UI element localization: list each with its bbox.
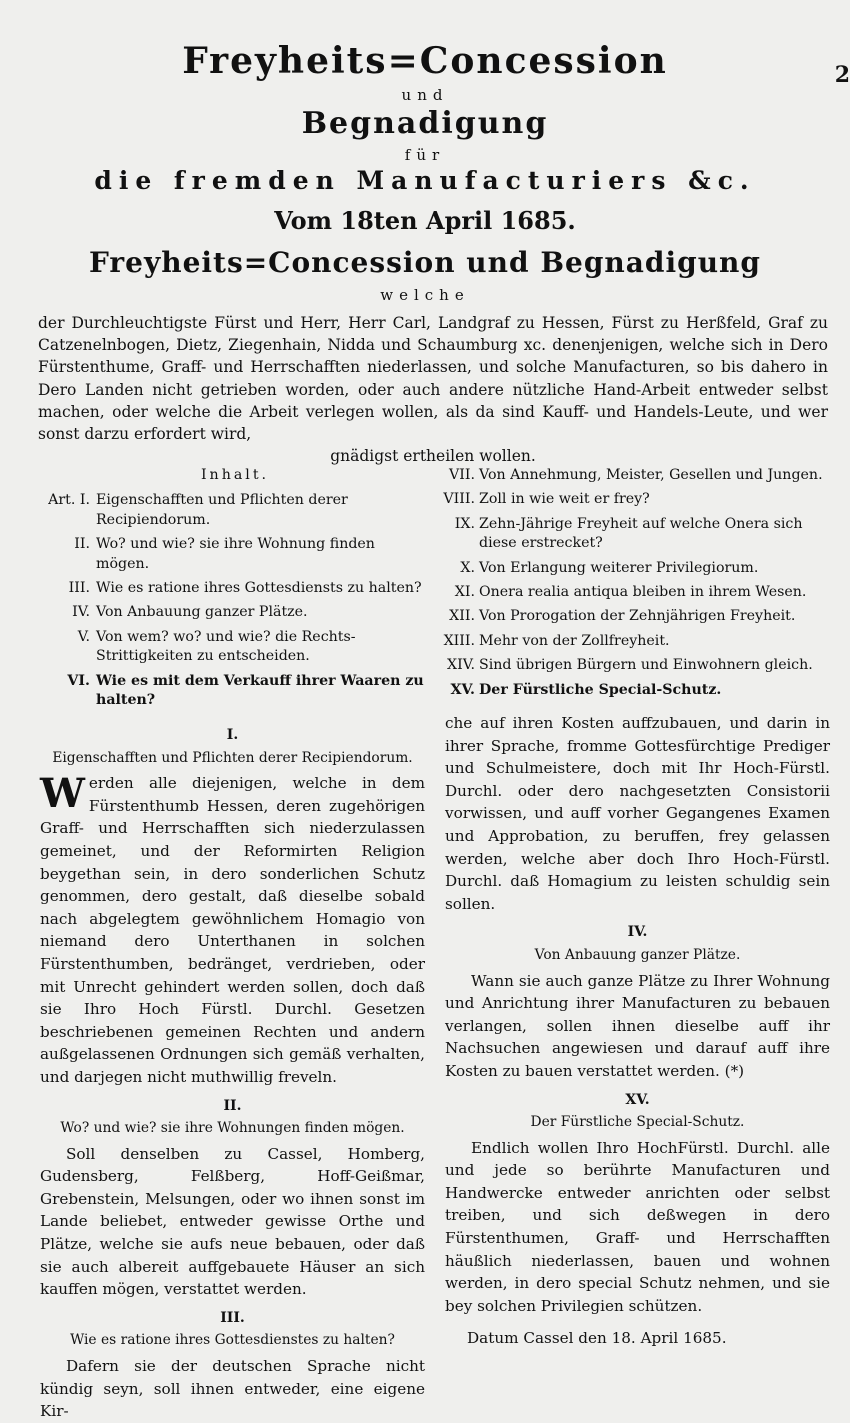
toc-text: Der Fürstliche Special-Schutz. (479, 681, 722, 698)
section-title: Wie es ratione ihres Gottesdienstes zu halten? (70, 1332, 395, 1349)
section-number: I. (226, 727, 239, 743)
toc-item (441, 559, 831, 578)
section-number: IV. (627, 924, 648, 941)
toc-text: Von Anbauung ganzer Plätze. (96, 604, 308, 621)
toc-number: Art. I. (48, 492, 90, 509)
toc-item (40, 672, 430, 711)
toc-text: Von Erlangung weiterer Privilegiorum. (479, 559, 759, 576)
toc-number: XIII. (443, 632, 475, 649)
intro-paragraph (38, 312, 828, 467)
toc-item (441, 681, 831, 700)
section-paragraph: Endlich wollen Ihro HochFürstl. Durchl. alle und jede so berührte Manufacturen und Handwercke entweder anrichten oder selbst treiben, und sich deßwegen in dero Fürstenthumen, Graff- und Herrschafften häußlich niederlassen, bauen und wohnen werden, in dero special Schutz nehmen, und sie bey solchen Privilegien schützen. (445, 1138, 830, 1315)
toc-text: Zehn-Jährige Freyheit auf welche Onera sich diese erstrecket? (479, 515, 803, 552)
toc-number: III. (68, 580, 90, 597)
toc-right-column (441, 466, 831, 705)
toc-text: Wie es mit dem Verkauff ihrer Waaren zu halten? (96, 672, 424, 709)
toc-item (40, 628, 430, 667)
section-title: Der Fürstliche Special-Schutz. (530, 1114, 745, 1131)
date-line: Vom 18ten April 1685. (274, 206, 576, 235)
und-connector: und (401, 86, 449, 104)
toc-text: Wie es ratione ihres Gottesdiensts zu halten? (96, 580, 422, 597)
section-paragraph: Soll denselben zu Cassel, Homberg, Gudensberg, Felßberg, Hoff-Geißmar, Grebenstein, Melsungen, oder wo ihnen sonst im Lande beliebet, entweder gewisse Orthe und Plätze, welche sie aufs neue bebauen, oder daß sie auch albereit auffgebauete Häuser an sich kauffen mögen, verstattet werden. (40, 1144, 425, 1299)
toc-text: Von wem? wo? und wie? die Rechts-Strittigkeiten zu entscheiden. (96, 628, 356, 665)
section-paragraph: che auf ihren Kosten auffzubauen, und darin in ihrer Sprache, fromme Gottesfürchtige Prediger und Schulmeistere, doch mit Ihr Hoch-Fürstl. Durchl. oder dero nachgesetzten Consistorii vorwissen, und auff vorher Gegangenes Examen und Approbation, zu beruffen, frey gelassen werden, welche aber doch Ihro Hoch-Fürstl. Durchl. daß Homagium zu leisten schuldig sein sollen. (445, 714, 830, 913)
page-number: 2 (834, 62, 850, 88)
toc-item (441, 656, 831, 675)
toc-number: VIII. (443, 491, 475, 508)
toc-number: VII. (449, 467, 475, 483)
body-left-column (40, 718, 425, 1423)
section-paragraph (40, 772, 425, 1088)
toc-text: Von Annehmung, Meister, Gesellen und Jungen. (479, 467, 823, 483)
toc-text: Zoll in wie weit er frey? (479, 491, 650, 508)
toc-heading: Inhalt. (200, 467, 270, 483)
intro-last-line: gnädigst ertheilen wollen. (330, 447, 536, 466)
toc-number: VI. (67, 672, 90, 689)
toc-number: II. (74, 536, 90, 553)
section-number: XV. (625, 1091, 650, 1108)
toc-number: XV. (450, 681, 475, 698)
fur-connector: für (404, 146, 446, 164)
toc-number: XIV. (447, 657, 475, 674)
document-subtitle: Begnadigung (301, 106, 549, 141)
document-title: Freyheits=Concession (182, 40, 668, 82)
toc-item (40, 579, 430, 598)
toc-item (441, 515, 831, 554)
toc-text: Onera realia antiqua bleiben in ihrem Wesen. (479, 584, 807, 601)
toc-number: V. (77, 628, 90, 645)
toc-number: XII. (449, 608, 475, 625)
section-number: III. (220, 1309, 245, 1326)
drop-cap: W (40, 770, 85, 818)
toc-left-column (40, 466, 430, 715)
welche-line: welche (380, 286, 470, 304)
toc-number: IV. (72, 604, 90, 621)
paragraph-text: erden alle diejenigen, welche in dem Fürstenthumb Hessen, deren zugehörigen Graff- und Herrschafften sich niederzulassen gemeinet, und der Reformirten Religion beygethan sein, in dero sonderlichen Schutz genommen, dero gestalt, daß dieselbe sobald nach abgelegtem gewöhnlichem Homagio von niemand dero Unterthanen in solchen Fürstenthumben, bedränget, verdrieben, oder mit Unrecht gehindert werden sollen, doch daß sie Ihro Hoch Fürstl. Durchl. Gesetzen beschriebenen gemeinen Rechten und andern außgelassenen Ordnungen sich gemäß verhalten, und darjegen nicht muthwillig freveln. (40, 774, 425, 1086)
section-title: Von Anbauung ganzer Plätze. (534, 946, 741, 963)
toc-item (441, 583, 831, 602)
intro-text: der Durchleuchtigste Fürst und Herr, Herr Carl, Landgraf zu Hessen, Fürst zu Herßfeld, Graf zu Catzenelnbogen, Dietz, Ziegenhain, Nidda und Schaumburg xc. denenjenigen, welche sich in Dero Fürstenthume, Graff- und Herrschafften niederlassen, und solche Manufacturen, so bis dahero in Dero Landen nicht getrieben worden, oder auch andere nützliche Hand-Arbeit entweder selbst machen, oder welche die Arbeit verlegen wollen, als da sind Kauff- und Handels-Leute, und wer sonst darzu erfordert wird, (38, 314, 828, 444)
section-number: II. (223, 1097, 242, 1114)
toc-item (441, 632, 831, 651)
toc-number: XI. (454, 584, 475, 601)
section-paragraph: Wann sie auch ganze Plätze zu Ihrer Wohnung und Anrichtung ihrer Manufacturen zu bebauen verlangen, sollen ihnen dieselbe auff ihr Nachsuchen angewiesen und darauf auff ihre Kosten zu bauen verstattet werden. (*) (445, 971, 830, 1080)
section-paragraph: Dafern sie der deutschen Sprache nicht kündig seyn, soll ihnen entweder, eine eigene Kir- (40, 1357, 425, 1421)
second-heading: Freyheits=Concession und Begnadigung (88, 246, 761, 279)
toc-text: Von Prorogation der Zehnjährigen Freyheit. (479, 608, 796, 625)
date-signoff: Datum Cassel den 18. April 1685. (467, 1329, 727, 1348)
toc-item (40, 603, 430, 622)
section-title: Eigenschafften und Pflichten derer Recipiendorum. (52, 749, 413, 766)
toc-item (441, 607, 831, 626)
toc-text: Sind übrigen Bürgern und Einwohnern gleich. (479, 657, 813, 674)
recipients-line: die fremden Manufacturiers &c. (94, 166, 756, 195)
toc-number: IX. (454, 515, 475, 532)
toc-text: Mehr von der Zollfreyheit. (479, 632, 670, 649)
toc-item (40, 491, 430, 530)
toc-item (441, 466, 831, 485)
section-title: Wo? und wie? sie ihre Wohnungen finden mögen. (60, 1120, 405, 1137)
toc-text: Eigenschafften und Pflichten derer Recipiendorum. (96, 492, 348, 528)
body-right-column (445, 712, 830, 1350)
toc-number: X. (460, 559, 475, 576)
toc-text: Wo? und wie? sie ihre Wohnung finden mögen. (96, 536, 375, 572)
toc-item (40, 535, 430, 574)
toc-item (441, 490, 831, 509)
